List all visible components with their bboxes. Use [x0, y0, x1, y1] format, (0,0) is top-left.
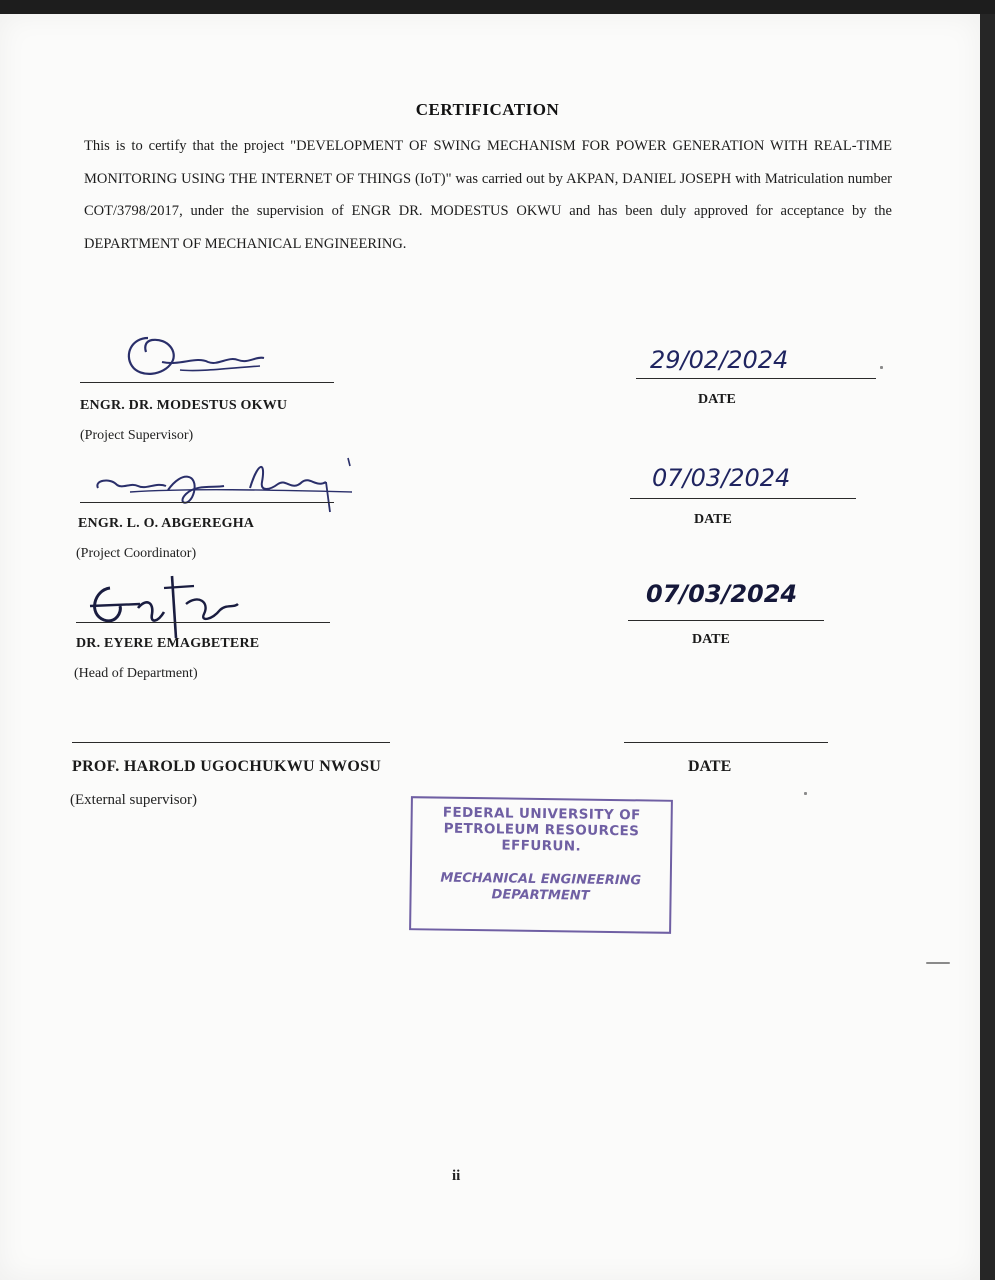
hod-role: (Head of Department) — [74, 666, 198, 681]
coordinator-role: (Project Coordinator) — [76, 546, 197, 561]
external-supervisor-name: PROF. HAROLD UGOCHUKWU NWOSU — [72, 758, 382, 775]
supervisor-date-label: DATE — [698, 392, 736, 407]
stamp-line-3: EFFURUN. — [501, 837, 582, 855]
scan-speck — [926, 962, 950, 964]
hod-date-line — [628, 620, 824, 621]
hod-date-handwritten: 07/03/2024 — [646, 580, 798, 608]
hod-name: DR. EYERE EMAGBETERE — [76, 636, 260, 651]
stamp-line-4: MECHANICAL ENGINEERING — [440, 870, 642, 889]
department-stamp — [409, 796, 673, 934]
coordinator-date-label: DATE — [694, 512, 732, 527]
certification-paragraph — [84, 130, 892, 260]
document-title: CERTIFICATION — [415, 100, 560, 119]
coordinator-date-line — [630, 498, 856, 499]
paragraph-matric-label: with Matriculation number — [731, 170, 892, 187]
coordinator-signature-line — [80, 502, 334, 503]
student-name: AKPAN, DANIEL JOSEPH — [566, 170, 732, 187]
stamp-line-2: PETROLEUM RESOURCES — [443, 820, 640, 840]
supervisor-name: ENGR. DR. MODESTUS OKWU — [80, 398, 288, 413]
external-supervisor-role: (External supervisor) — [70, 792, 198, 808]
supervisor-signature-line — [80, 382, 334, 383]
supervisor-signature — [110, 322, 290, 388]
external-signature-line — [72, 742, 390, 743]
supervisor-date-line — [636, 378, 876, 379]
window-top-bar — [0, 0, 995, 14]
external-date-line — [624, 742, 828, 743]
hod-signature — [80, 568, 250, 640]
supervisor-role: (Project Supervisor) — [80, 428, 194, 443]
paragraph-closing: , under the supervision of ENGR DR. MODESTUS OKWU and has been duly approved for acceptance by the DEPARTMENT OF MECHANICAL ENGINEERING. — [84, 203, 892, 252]
hod-date-label: DATE — [692, 632, 730, 647]
scan-speck — [804, 792, 807, 795]
coordinator-date-handwritten: 07/03/2024 — [652, 464, 791, 492]
coordinator-signature — [90, 452, 360, 522]
stamp-line-1: FEDERAL UNIVERSITY OF — [442, 804, 641, 824]
supervisor-date-handwritten: 29/02/2024 — [650, 346, 789, 374]
coordinator-name: ENGR. L. O. ABGEREGHA — [78, 516, 255, 531]
hod-signature-line — [76, 622, 330, 623]
stamp-line-5: DEPARTMENT — [491, 887, 590, 904]
page-edge-shadow — [980, 14, 995, 1280]
page-number: ii — [452, 1168, 461, 1184]
external-date-label: DATE — [688, 758, 732, 775]
paragraph-intro: This is to certify that the project "DEVELOPMENT OF SWING MECHANISM FOR POWER GENERATION WITH REAL-TIME MONITORING USING THE INTERNET OF THINGS (IoT)" was carried out by — [84, 138, 892, 187]
matric-number: COT/3798/2017 — [84, 203, 180, 219]
scan-speck — [880, 366, 883, 369]
